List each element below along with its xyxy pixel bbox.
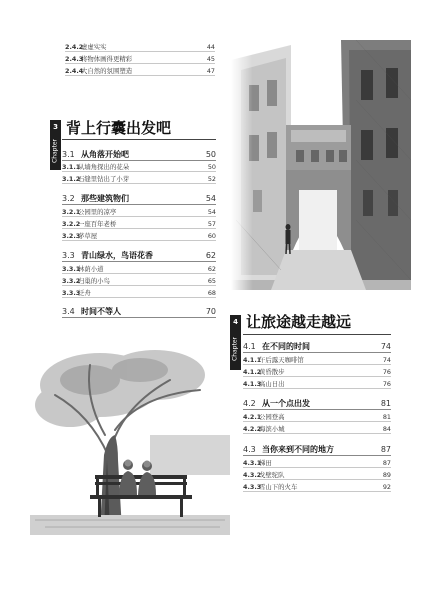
- entry-number: 3.3.1: [62, 265, 81, 273]
- entry-title: 归巢的小鸟: [78, 277, 110, 285]
- entry-title: 将物体画得更精彩: [81, 55, 133, 63]
- chapter-3-title: 背上行囊出发吧: [66, 119, 172, 137]
- toc-entry[interactable]: [62, 231, 216, 241]
- section-number: 4.2: [243, 399, 256, 408]
- chapter-4-badge: [230, 315, 241, 370]
- toc-section[interactable]: [243, 341, 391, 353]
- section-title: 从角落开始吧: [81, 150, 129, 159]
- entry-number: 4.1.2: [243, 368, 262, 376]
- entry-title: 午后露天咖啡馆: [259, 356, 304, 364]
- toc-section[interactable]: [243, 398, 391, 410]
- chapter-word: Chapter: [51, 139, 59, 163]
- entry-number: 3.2.2: [62, 220, 81, 228]
- toc-section[interactable]: [62, 306, 216, 318]
- toc-entry[interactable]: [243, 458, 391, 468]
- entry-number: 4.3.3: [243, 483, 262, 491]
- entry-title: 海滨小城: [259, 425, 285, 433]
- section-number: 3.4: [62, 307, 75, 316]
- entry-title: 泛舟: [78, 289, 91, 297]
- toc-entry[interactable]: [243, 412, 391, 422]
- section-page: 81: [380, 399, 391, 408]
- chapter-3-badge: [50, 120, 61, 170]
- toc-entry[interactable]: [65, 54, 215, 64]
- toc-section[interactable]: [62, 250, 216, 262]
- alley-bridge-illustration: [231, 40, 411, 290]
- section-title: 在不同的时间: [262, 342, 310, 351]
- toc-entry[interactable]: [243, 355, 391, 365]
- entry-number: 4.1.1: [243, 356, 262, 364]
- entry-page: 89: [382, 471, 391, 479]
- toc-entry[interactable]: [62, 162, 216, 172]
- section-title: 那些建筑物们: [81, 194, 129, 203]
- entry-number: 3.2.1: [62, 208, 81, 216]
- entry-title: 公园里的凉亭: [78, 208, 117, 216]
- toc-entry[interactable]: [62, 288, 216, 298]
- section-page: 62: [205, 251, 216, 260]
- entry-page: 60: [207, 232, 216, 240]
- toc-entry[interactable]: [62, 219, 216, 229]
- toc-entry[interactable]: [62, 276, 216, 286]
- toc-entry[interactable]: [65, 42, 215, 52]
- entry-number: 4.1.3: [243, 380, 262, 388]
- entry-title: 大自然的氛围塑造: [81, 67, 133, 75]
- section-number: 3.1: [62, 150, 75, 159]
- section-page: 87: [380, 445, 391, 454]
- entry-page: 76: [382, 380, 391, 388]
- section-page: 50: [205, 150, 216, 159]
- toc-section[interactable]: [62, 193, 216, 205]
- entry-title: 高山日出: [259, 380, 285, 388]
- entry-page: 87: [382, 459, 391, 467]
- entry-page: 92: [382, 483, 391, 491]
- entry-page: 44: [206, 43, 215, 51]
- entry-title: 戈壁驼队: [259, 471, 285, 479]
- chapter-word: Chapter: [231, 337, 239, 361]
- chapter-divider: [243, 334, 391, 335]
- section-number: 4.3: [243, 445, 256, 454]
- section-title: 当你来到不同的地方: [262, 445, 334, 454]
- entry-number: 3.3.3: [62, 289, 81, 297]
- entry-number: 4.2.2: [243, 425, 262, 433]
- entry-page: 45: [206, 55, 215, 63]
- section-page: 54: [205, 194, 216, 203]
- toc-entry[interactable]: [243, 482, 391, 492]
- entry-page: 47: [206, 67, 215, 75]
- entry-title: 梯田: [259, 459, 272, 467]
- entry-number: 4.2.1: [243, 413, 262, 421]
- chapter-divider: [62, 139, 216, 140]
- section-title: 从一个点出发: [262, 399, 310, 408]
- entry-number: 4.3.2: [243, 471, 262, 479]
- chapter-number: 4: [233, 318, 238, 326]
- section-page: 74: [380, 342, 391, 351]
- entry-page: 52: [207, 175, 216, 183]
- toc-entry[interactable]: [243, 379, 391, 389]
- toc-entry[interactable]: [62, 207, 216, 217]
- entry-number: 3.1.1: [62, 163, 81, 171]
- toc-entry[interactable]: [243, 367, 391, 377]
- entry-number: 3.3.2: [62, 277, 81, 285]
- entry-page: 57: [207, 220, 216, 228]
- entry-title: 雪山下的火车: [259, 483, 298, 491]
- toc-entry[interactable]: [62, 264, 216, 274]
- section-page: 70: [205, 307, 216, 316]
- entry-page: 50: [207, 163, 216, 171]
- entry-page: 54: [207, 208, 216, 216]
- entry-title: 虚虚实实: [81, 43, 107, 51]
- section-title: 青山绿水，鸟语花香: [81, 251, 153, 260]
- entry-title: 黄昏散步: [259, 368, 285, 376]
- entry-page: 84: [382, 425, 391, 433]
- entry-page: 62: [207, 265, 216, 273]
- entry-page: 65: [207, 277, 216, 285]
- toc-entry[interactable]: [243, 470, 391, 480]
- entry-title: 公园登高: [259, 413, 285, 421]
- entry-number: 2.4.2: [65, 43, 84, 51]
- entry-title: 石缝里钻出了小芽: [78, 175, 130, 183]
- section-title: 时间不等人: [81, 307, 121, 316]
- entry-number: 2.4.4: [65, 67, 84, 75]
- section-number: 3.3: [62, 251, 75, 260]
- entry-title: 从墙角探出的花朵: [78, 163, 130, 171]
- entry-number: 3.2.3: [62, 232, 81, 240]
- chapter-4-title: 让旅途越走越远: [246, 313, 352, 331]
- section-number: 4.1: [243, 342, 256, 351]
- entry-page: 76: [382, 368, 391, 376]
- toc-section[interactable]: [62, 149, 216, 161]
- entry-title: 一座百年老桥: [78, 220, 117, 228]
- chapter-number: 3: [53, 123, 58, 131]
- entry-page: 81: [382, 413, 391, 421]
- entry-number: 3.1.2: [62, 175, 81, 183]
- section-number: 3.2: [62, 194, 75, 203]
- toc-entry[interactable]: [62, 174, 216, 184]
- tree-bench-illustration: [30, 345, 230, 535]
- entry-title: 茅草屋: [78, 232, 98, 240]
- entry-number: 2.4.3: [65, 55, 84, 63]
- toc-entry[interactable]: [243, 424, 391, 434]
- entry-number: 4.3.1: [243, 459, 262, 467]
- entry-page: 74: [382, 356, 391, 364]
- toc-section[interactable]: [243, 444, 391, 456]
- toc-entry[interactable]: [65, 66, 215, 76]
- entry-page: 68: [207, 289, 216, 297]
- entry-title: 林荫小道: [78, 265, 104, 273]
